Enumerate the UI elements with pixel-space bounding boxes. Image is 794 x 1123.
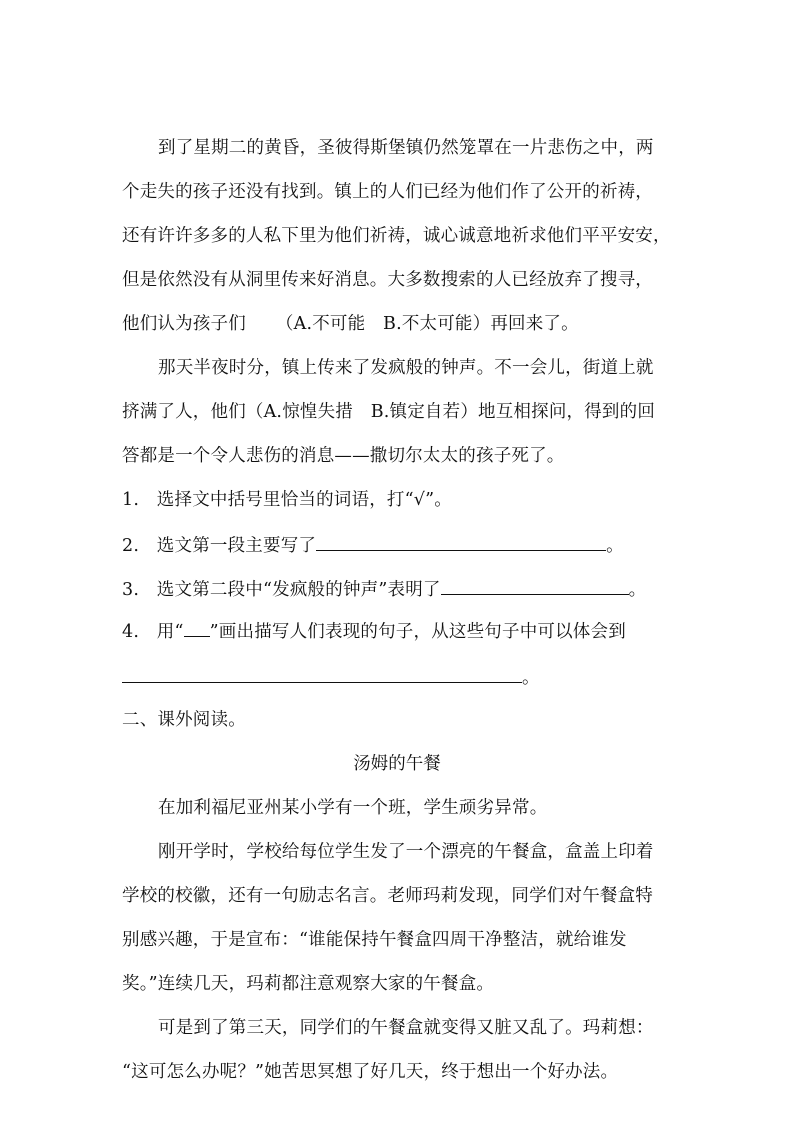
question-4-continued bbox=[122, 664, 540, 690]
question-2-answer-blank[interactable] bbox=[316, 532, 606, 551]
question-4-end: 。 bbox=[522, 668, 540, 688]
story-line-4: 别感兴趣，于是宣布：“谁能保持午餐盒四周干净整洁，就给谁发 bbox=[122, 930, 627, 950]
underline-symbol bbox=[184, 622, 210, 637]
passage1-p2-line-2: 挤满了人，他们（A.惊惶失措 B.镇定自若）地互相探问，得到的回 bbox=[122, 402, 656, 422]
question-3-text: 3. 选文第二段中“发疯般的钟声”表明了 bbox=[122, 580, 441, 600]
passage1-line-5-start: 他们认为孩子们 bbox=[122, 314, 246, 334]
passage1-p2-line-1: 那天半夜时分，镇上传来了发疯般的钟声。不一会儿，街道上就 bbox=[158, 358, 654, 378]
question-3 bbox=[122, 576, 646, 602]
section-2-heading: 二、课外阅读。 bbox=[122, 710, 246, 730]
question-4-answer-blank[interactable] bbox=[122, 664, 522, 683]
passage1-line-1: 到了星期二的黄昏，圣彼得斯堡镇仍然笼罩在一片悲伤之中，两 bbox=[158, 138, 654, 158]
passage1-line-3: 还有许许多多的人私下里为他们祈祷，诚心诚意地祈求他们平平安安， bbox=[122, 226, 671, 246]
choice-blank-1-options: （A.不可能 B.不太可能）再回来了。 bbox=[275, 314, 579, 334]
question-3-answer-blank[interactable] bbox=[441, 576, 629, 595]
question-2-end: 。 bbox=[606, 536, 624, 556]
question-2-text: 2. 选文第一段主要写了 bbox=[122, 536, 317, 556]
story-title: 汤姆的午餐 bbox=[353, 754, 441, 774]
story-line-5: 奖。”连续几天，玛莉都注意观察大家的午餐盒。 bbox=[122, 974, 495, 994]
question-3-end: 。 bbox=[628, 580, 647, 600]
question-1: 1. 选择文中括号里恰当的词语，打“√”。 bbox=[122, 490, 452, 510]
passage1-line-4: 但是依然没有从洞里传来好消息。大多数搜索的人已经放弃了搜寻， bbox=[122, 270, 653, 290]
question-4-text-b: ”画出描写人们表现的句子，从这些句子中可以体会到 bbox=[209, 622, 626, 642]
passage1-p2-line-3: 答都是一个令人悲伤的消息——撒切尔太太的孩子死了。 bbox=[122, 446, 565, 466]
story-line-2: 刚开学时，学校给每位学生发了一个漂亮的午餐盒，盒盖上印着 bbox=[158, 842, 654, 862]
question-2 bbox=[122, 532, 624, 558]
question-4 bbox=[122, 620, 626, 644]
passage1-line-2: 个走失的孩子还没有找到。镇上的人们已经为他们作了公开的祈祷， bbox=[122, 182, 653, 202]
story-line-1: 在加利福尼亚州某小学有一个班，学生顽劣异常。 bbox=[158, 798, 548, 818]
story-line-6: 可是到了第三天，同学们的午餐盒就变得又脏又乱了。玛莉想： bbox=[158, 1018, 654, 1038]
question-4-text-a: 4. 用“ bbox=[122, 622, 184, 642]
passage1-line-5 bbox=[122, 312, 579, 336]
story-line-3: 学校的校徽，还有一句励志名言。老师玛莉发现，同学们对午餐盒特 bbox=[122, 886, 653, 906]
story-line-7: “这可怎么办呢？”她苦思冥想了好几天，终于想出一个好办法。 bbox=[122, 1062, 619, 1082]
